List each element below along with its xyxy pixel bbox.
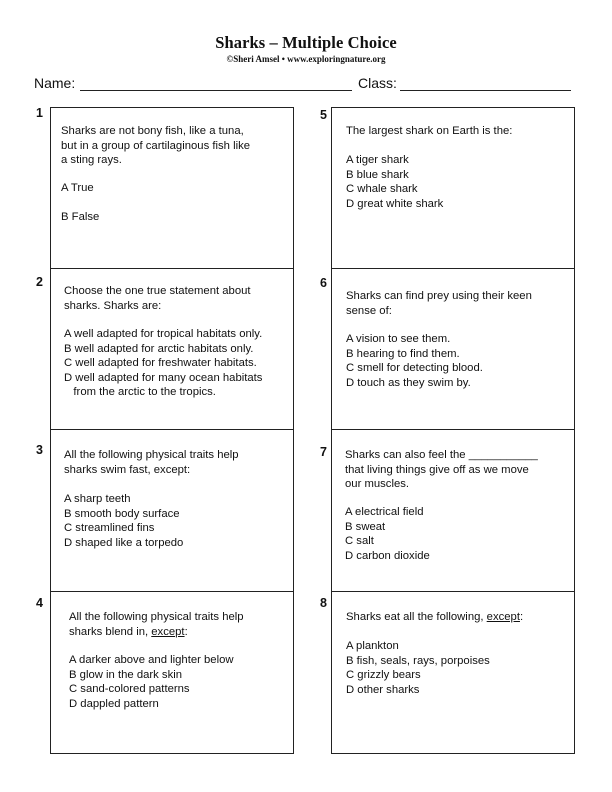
answer-option[interactable]: C streamlined fins [64,522,155,535]
question-number: 3 [36,443,43,457]
question-number: 4 [36,596,43,610]
answer-option[interactable]: C sand-colored patterns [69,683,190,696]
class-field[interactable] [400,90,571,91]
answer-option[interactable]: D touch as they swim by. [346,376,471,389]
question-options [64,492,183,550]
answer-option[interactable]: C grizzly bears [346,669,421,682]
answer-option[interactable]: A electrical field [345,506,424,518]
answer-option[interactable]: D carbon dioxide [345,549,430,562]
answer-option[interactable]: B hearing to find them. [346,347,460,360]
answer-option[interactable]: C salt [345,535,374,548]
question-text: The largest shark on Earth is the: [346,125,513,137]
answer-option[interactable]: B well adapted for arctic habitats only. [64,342,254,355]
question-text: Sharks are not bony fish, like a tuna, but in a group of cartilaginous fish like a sting rays. [61,125,251,167]
answer-option[interactable]: B blue shark [346,168,409,181]
answer-option[interactable]: B smooth body surface [64,507,180,520]
answer-option[interactable]: D dappled pattern [69,697,159,710]
answer-option[interactable]: D other sharks [346,683,420,696]
question-number: 1 [36,106,43,120]
question-number: 7 [320,445,327,459]
answer-option[interactable]: A plankton [346,640,399,652]
question-options [346,332,483,390]
except-emphasis: except [151,625,185,638]
question-text: All the following physical traits help sharks blend in, except: [69,611,244,638]
answer-option[interactable]: C smell for detecting blood. [346,362,483,375]
name-class-row [34,75,574,93]
answer-option[interactable]: A True [61,182,94,194]
answer-option-continued: from the arctic to the tropics. [64,386,216,399]
answer-option[interactable]: D shaped like a torpedo [64,536,184,549]
question-options [61,181,99,224]
question-text: All the following physical traits help sharks swim fast, except: [64,449,239,476]
question-options [346,153,443,211]
answer-option[interactable]: B fish, seals, rays, porpoises [346,654,490,667]
answer-option[interactable]: A tiger shark [346,154,409,166]
question-options [345,505,430,563]
answer-option[interactable]: D great white shark [346,197,444,210]
answer-option[interactable]: A sharp teeth [64,493,131,505]
question-options [346,639,490,697]
question-text: Sharks can find prey using their keen sense of: [346,290,532,317]
page-title: Sharks – Multiple Choice [215,33,397,52]
answer-option[interactable]: A well adapted for tropical habitats only. [64,328,263,340]
question-text: Sharks can also feel the ___________ that living things give off as we move our muscles. [345,449,538,491]
answer-option[interactable]: C well adapted for freshwater habitats. [64,357,257,370]
question-options [64,327,262,400]
answer-option[interactable]: A darker above and lighter below [69,654,234,666]
question-number: 8 [320,596,327,610]
question-number: 5 [320,108,327,122]
answer-option[interactable]: B sweat [345,520,386,533]
question-text: Choose the one true statement about sharks. Sharks are: [64,285,251,312]
page-credit: ©Sheri Amsel • www.exploringnature.org [226,54,386,64]
answer-option[interactable]: C whale shark [346,183,418,196]
question-options [69,653,234,711]
name-field[interactable] [80,90,352,91]
question-number: 2 [36,275,43,289]
question-text: Sharks eat all the following, except: [346,611,524,623]
question-number: 6 [320,276,327,290]
answer-option[interactable]: B glow in the dark skin [69,668,183,681]
answer-option[interactable]: B False [61,210,100,223]
answer-option[interactable]: A vision to see them. [346,333,451,345]
name-label: Name: [34,75,76,91]
answer-option[interactable]: D well adapted for many ocean habitats [64,371,263,384]
except-emphasis: except [486,611,520,623]
class-label: Class: [358,75,397,91]
